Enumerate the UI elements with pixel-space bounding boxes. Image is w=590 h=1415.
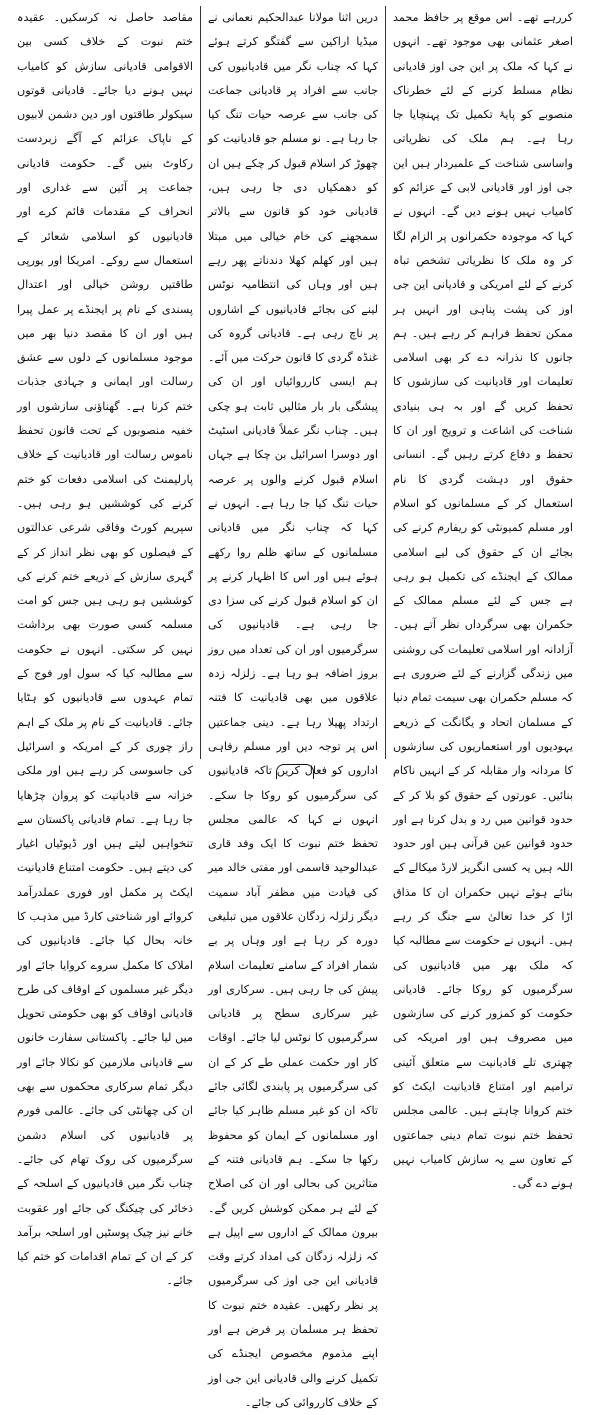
article-column-middle [200,6,386,1409]
column-text: مقاصد حاصل نہ کرسکیں۔ عقیدہ ختم نبوت کے خلاف کسی بین الاقوامی قادیانی سازش کو کامیاب نہیں ہونے دیا جائے۔ قادیانی قوتوں سیکولر طاقتوں اور دین دشمن لابیوں کے ناپاک عزائم کے آگے زبردست رکاوٹ بنیں گے۔ حکومت قادیانی جماعت پر آئین سے غداری اور انحراف کے مقدمات قائم کرے اور قادیانیوں کو اسلامی شعائر کے استعمال سے روکے۔ امریکا اور یورپی طاقتیں روشن خیالی اور اعتدال پسندی کے نام پر ایجنڈے پر عمل پیرا ہیں اور ان کا مقصد دنیا بھر میں موجود مسلمانوں کے دلوں سے عشق رسالت اور ایمانی و جہادی جذبات ختم کرنا ہے۔ گھناؤنی سازشوں اور خفیہ منصوبوں کے تحت قانون تحفظ ناموس رسالت اور قادیانیت کے خلاف پارلیمنٹ کی اسلامی دفعات کو ختم کرنے کی کوششیں ہو رہی ہیں۔ سپریم کورٹ وفاقی شرعی عدالتوں کے فیصلوں کو بھی نظر انداز کر کے گہری سازش کے ذریعے ختم کرنے کی کوششیں ہو رہی ہیں جس کو امت مسلمہ کسی صورت بھی برداشت نہیں کر سکتی۔ انہوں نے حکومت سے مطالبہ کیا کہ سول اور فوج کے تمام عہدوں سے قادیانیوں کو ہٹایا جائے۔ قادیانیت کے نام پر ملک کے اہم راز چوری کر کے امریکہ و اسرائیل کی جاسوسی کر رہے ہیں اور ملکی خزانہ سے قادیانیت کو پروان چڑھایا جا رہا ہے۔ تمام قادیانی پاکستان سے تنخواہیں لیتے ہیں اور ڈیوٹیاں اغیار کی دیتے ہیں۔ حکومت امتناع قادیانیت ایکٹ پر مکمل اور فوری عملدرآمد کروائے اور شناختی کارڈ میں مذہب کا خانہ بحال کیا جائے۔ قادیانیوں کی املاک کا مکمل سروے کروایا جائے اور دیگر غیر مسلموں کے اوقاف کی طرح قادیانی اوقاف کو بھی حکومتی تحویل میں لیا جائے۔ پاکستانی سفارت خانوں سے قادیانی ملازمین کو نکالا جائے اور دیگر تمام سرکاری محکموں سے بھی ان کی چھانٹی کی جائے۔ عالمی فورم پر قادیانیوں کی اسلام دشمن سرگرمیوں کی روک تھام کی جائے۔ چناب نگر میں قادیانیوں کے اسلحہ کے ذخائر کی چیکنگ کی جائے اور عقوبت خانے نیز چیک پوسٹیں اور اسلحہ برآمد کر کے ان کے تمام اقدامات کو ختم کیا جائے۔ [17,11,193,1288]
column-text: دریں اثنا مولانا عبدالحکیم نعمانی نے میڈیا اراکین سے گفتگو کرتے ہوئے کہا کہ چناب نگر میں قادیانیوں کی جانب سے افراد پر قادیانی جماعت کی جانب سے عرصہ حیات تنگ کیا جا رہا ہے۔ نو مسلم جو قادیانیت کو چھوڑ کر اسلام قبول کر چکے ہیں ان کو دھمکیاں دی جا رہی ہیں، قادیانی خود کو قانون سے بالاتر سمجھنے کی خام خیالی میں مبتلا ہیں اور کھلم کھلا دندناتے پھر رہے ہیں اور وہاں کی انتظامیہ نوٹس لینے کی بجائے قادیانیوں کے اشاروں پر ناچ رہی ہے۔ قادیانی گروہ کی غنڈہ گردی کا قانون حرکت میں آئے۔ ہم ایسی کارروائیاں اور ان کی پیشگی بار بار مثالیں ثابت ہو چکی ہیں۔ چناب نگر عملاً قادیانی اسٹیٹ اور دوسرا اسرائیل بن چکا ہے جہاں اسلام قبول کرنے والوں پر عرصہ حیات تنگ کیا جا رہا ہے۔ انہوں نے کہا کہ چناب نگر میں قادیانی مسلمانوں کے ساتھ ظلم روا رکھے ہوئے ہیں اور اس کا اظہار کرنے پر ان کو اسلام قبول کرنے کی سزا دی جا رہی ہے۔ قادیانیوں کی سرگرمیوں اور ان کی تعداد میں روز بروز اضافہ ہو رہا ہے۔ زلزلہ زدہ علاقوں میں بھی قادیانیت کا فتنہ ارتداد پھیلا رہا ہے۔ دینی جماعتیں اس پر توجہ دیں اور مسلم رفاہی اداروں کو فعال کریں تاکہ قادیانیوں کی سرگرمیوں کو روکا جا سکے۔ انہوں نے کہا کہ عالمی مجلس تحفظ ختم نبوت کا ایک وفد قاری عبدالوحید قاسمی اور مفتی خالد میر کی قیادت میں مظفر آباد سمیت دیگر زلزلہ زدگان علاقوں میں تبلیغی دورہ کر رہا ہے اور وہاں پر بے شمار افراد کے سامنے تعلیمات اسلام پیش کی جا رہی ہیں۔ سرکاری اور غیر سرکاری سطح پر قادیانی سرگرمیوں کا نوٹس لیا جائے۔ اوقات کار اور حکمت عملی طے کر کے ان کی سرگرمیوں پر پابندی لگائی جائے تاکہ ان کو غیر مسلم ظاہر کیا جائے اور مسلمانوں کے ایمان کو محفوظ رکھا جا سکے۔ ہم قادیانی فتنہ کے متاثرین کی بحالی اور ان کی اصلاح کے لئے ہر ممکن کوشش کریں گے۔ بیرون ممالک کے اداروں سے اپیل ہے کہ زلزلہ زدگان کی امداد کرتے وقت قادیانی این جی اوز کی سرگرمیوں پر نظر رکھیں۔ عقیدہ ختم نبوت کا تحفظ ہر مسلمان پر فرض ہے اور اپنے مذموم مخصوص ایجنڈے کی تکمیل کرنے والی قادیانی این جی اوز کے خلاف کارروائی کی جائے۔ [208,11,378,1409]
article-column-left [10,6,200,1288]
column-text: کررہے تھے۔ اس موقع پر حافظ محمد اصغر عثمانی بھی موجود تھے۔ انہوں نے کہا کہ ملک پر این جی اوز قادیانی نظام مسلط کرنے کے لئے خطرناک منصوبے کو پایۂ تکمیل تک پہنچایا جا رہا ہے۔ ہم ملک کی نظریاتی واساسی شناخت کے علمبردار ہیں این جی اوز اور قادیانی لابی کے عزائم کو کامیاب نہیں ہونے دیں گے۔ انہوں نے کہا کہ موجودہ حکمرانوں پر الزام لگا کر وہ ملک کا نظریاتی تشخص تباہ کرنے کے لئے امریکی و قادیانی این جی اوز کی پشت پناہی اور انہیں ہر ممکن تحفظ فراہم کر رہے ہیں۔ ہم جانوں کا نذرانہ دے کر بھی اسلامی تعلیمات اور قادیانیت کی سازشوں کا تحفظ کریں گے اور بہ ہی بنیادی شناخت کی اشاعت و ترویج اور ان کا تحفظ و دفاع کرتے رہیں گے۔ انسانی حقوق اور دہشت گردی کا نام استعمال کر کے مسلمانوں کو اسلام اور مسلم کمیونٹی کو ریفارم کرنے کی بجائے ان کے حقوق کی لیے اسلامی ممالک کے ایجنڈے کی تکمیل ہو رہی ہے جس کے لئے مسلم ممالک کے حکمران بھی سرگرداں نظر آتے ہیں۔ آزادانہ اور اسلامی تعلیمات کی روشنی میں زندگی گزارنے کے لئے ضروری ہے کہ مسلم حکمران بھی سیمت تمام دنیا کے مسلمان اتحاد و یگانگت کے ذریعے یہودیوں اور استعماریوں کی سازشوں کا مردانہ وار مقابلہ کر کے انہیں ناکام بنائیں۔ عورتوں کے حقوق کو بلا کر کے حدود قوانین میں رد و بدل کرنا ہے اور حدود قوانین عین قرآنی ہیں اور حدود اللہ ہیں یہ کسی انگریز لارڈ میکالے کے بنائے ہوئے نہیں حکمران ان کا مذاق اڑا کر خدا تعالیٰ سے جنگ کر رہے ہیں۔ انہوں نے حکومت سے مطالبہ کیا کہ ملک بھر میں قادیانیوں کی سرگرمیوں کو روکا جائے۔ قادیانی حکومت کو کمزور کرنے کی سازشوں میں مصروف ہیں اور امریکہ کی چھتری تلے قادیانیت سے متعلق آئینی ترامیم اور امتناع قادیانیت ایکٹ کو ختم کروانا چاہتے ہیں۔ عالمی مجلس تحفظ ختم نبوت تمام دینی جماعتوں کے تعاون سے یہ سازش کامیاب نہیں ہونے دے گی۔ [393,11,573,1191]
article-column-right [386,6,580,1191]
page-number-mark [276,764,314,779]
